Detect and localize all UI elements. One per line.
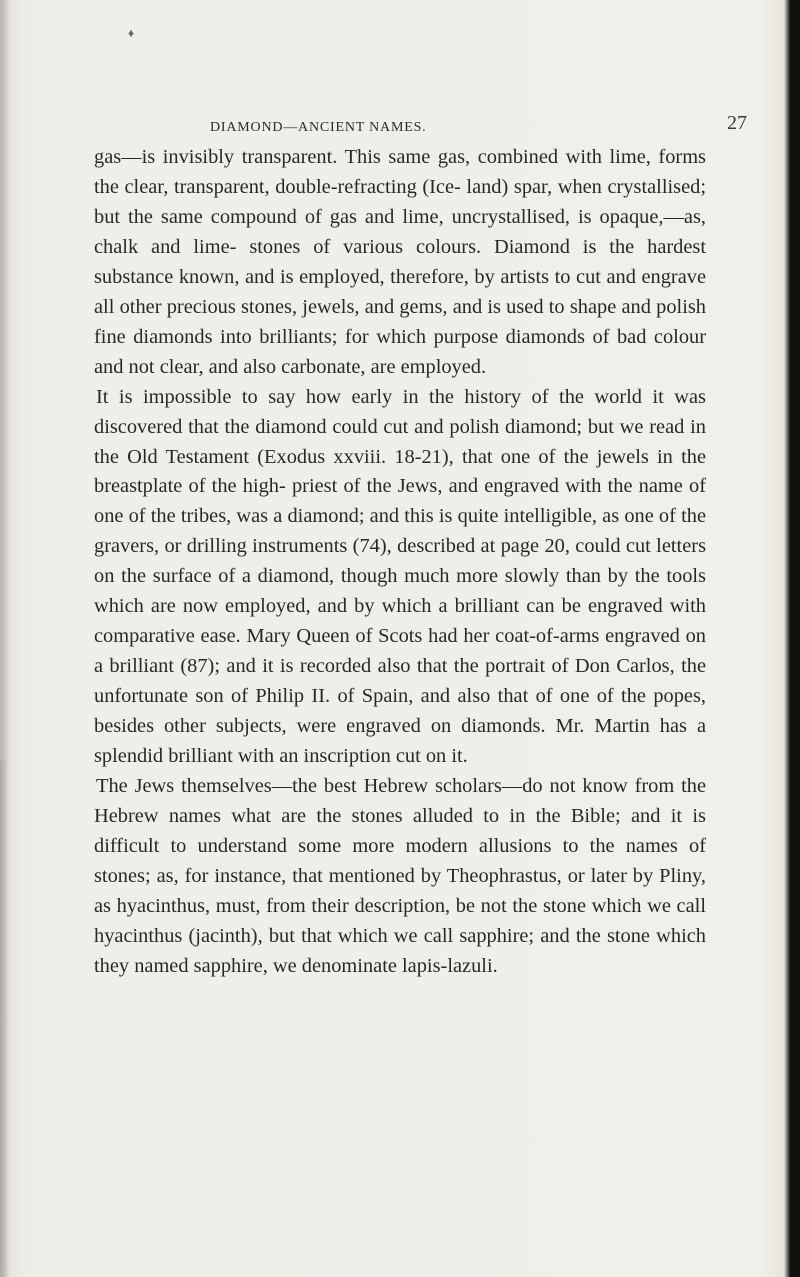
paragraph-3: The Jews themselves—the best Hebrew scholars—do not know from the Hebrew names what are the stones alluded to in the Bible; and it is difficult to understand some more modern allusions to the names of stones; as, for instance, that mentioned by Theophrastus, or later by Pliny, as hyacinthus, must, from their description, be not the stone which we call hyacinthus (jacinth), but that which we call sapphire; and the stone which they named sapphire, we denominate lapis-lazuli. xyxy=(94,775,706,977)
body-text xyxy=(94,143,706,982)
page-edge xyxy=(790,0,800,1277)
paragraph-1: gas—is invisibly transparent. This same gas, combined with lime, forms the clear, transparent, double-refracting (Ice- land) spar, when crystallised; but the same compound of gas and lime, uncrystallised, is opaque,—as, chalk and lime- stones of various colours. Diamond is the hardest substance known, and is employed, therefore, by artists to cut and engrave all other precious stones, jewels, and gems, and is used to shape and polish fine diamonds into brilliants; for which purpose diamonds of bad colour and not clear, and also carbonate, are employed. xyxy=(94,146,706,378)
margin-mark: ♦ xyxy=(128,26,135,40)
page-crease xyxy=(0,760,8,1277)
running-head: DIAMOND—ANCIENT NAMES. xyxy=(210,120,427,135)
page-number: 27 xyxy=(727,112,747,134)
paragraph-2: It is impossible to say how early in the history of the world it was discovered that the diamond could cut and polish diamond; but we read in the Old Testament (Exodus xxviii. 18-21), that one of the jewels in the breastplate of the high- priest of the Jews, and engraved with the name of one of the tribes, was a diamond; and this is quite intelligible, as one of the gravers, or drilling instruments (74), described at page 20, could cut letters on the surface of a diamond, though much more slowly than by the tools which are now employed, and by which a brilliant can be engraved with comparative ease. Mary Queen of Scots had her coat-of-arms engraved on a brilliant (87); and it is recorded also that the portrait of Don Carlos, the unfortunate son of Philip II. of Spain, and also that of one of the popes, besides other subjects, were engraved on diamonds. Mr. Martin has a splendid brilliant with an inscription cut on it. xyxy=(94,385,706,768)
